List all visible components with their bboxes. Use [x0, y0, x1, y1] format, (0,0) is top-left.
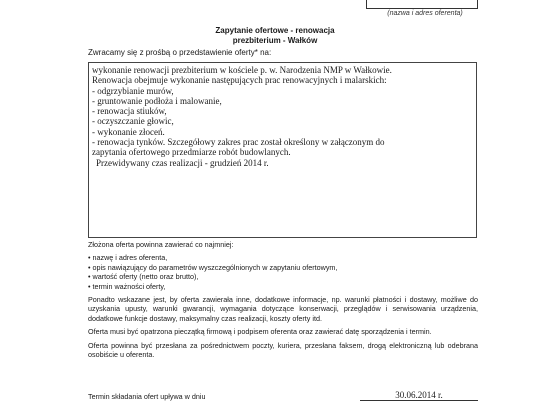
- scope-line: wykonanie renowacji prezbiterium w kościele p. w. Narodzenia NMP w Wałkowie.: [92, 65, 392, 75]
- oferent-caption: (nazwa i adres oferenta): [387, 10, 463, 17]
- scope-line: - oczyszczanie głowic,: [92, 116, 174, 127]
- requirement-item: • opis nawiązujący do parametrów wyszczególnionych w zapytaniu ofertowym,: [88, 262, 338, 272]
- scope-line: - gruntowanie podłoża i malowanie,: [92, 95, 222, 106]
- oferent-stamp-box: [366, 0, 478, 9]
- scope-line: - renowacja tynków. Szczegółowy zakres prac został określony w załączonym do: [92, 137, 385, 148]
- deadline-label: Termin składania ofert upływa w dniu: [88, 392, 206, 401]
- additional-info-paragraph: Ponadto wskazane jest, by oferta zawierała inne, dodatkowe informacje, np. warunki płatności i dostawy, możliwe do uzyskania upusty, warunki gwarancji, wymagania dotyczące konserwacji, przeglądów i serwisowania urządzenia, dodatkowe funkcje dostawy, maksymalny czas realizacji, koszty oferty itd.: [88, 295, 478, 323]
- requirements-heading: Złożona oferta powinna zawierać co najmniej:: [88, 240, 234, 249]
- document-title: [175, 26, 375, 46]
- scope-line: - odgrzybianie murów,: [92, 85, 174, 96]
- scope-line: Renowacja obejmuje wykonanie następujących prac renowacyjnych i malarskich:: [92, 75, 387, 86]
- deadline-date: 30.06.2014 r.: [360, 390, 478, 401]
- title-line-2: prezbiterium - Wałków: [232, 36, 318, 45]
- scope-line: zapytania ofertowego przedmiarze robót budowlanych.: [92, 147, 291, 158]
- submission-method-paragraph: Oferta powinna być przesłana za pośrednictwem poczty, kuriera, przesłana faksem, drogą elektroniczną lub odebrana osobiście u oferenta.: [88, 340, 478, 360]
- scope-line: Przewidywany czas realizacji - grudzień 2014 r.: [96, 157, 269, 168]
- requirements-section: [88, 240, 478, 359]
- scope-text: [92, 65, 472, 168]
- title-line-1: Zapytanie ofertowe - renowacja: [215, 26, 335, 35]
- intro-text: Zwracamy się z prośbą o przedstawienie oferty* na:: [88, 48, 272, 57]
- requirement-item: • wartość oferty (netto oraz brutto),: [88, 272, 199, 282]
- scope-line: - renowacja stiuków,: [92, 106, 167, 117]
- scope-box: [88, 62, 477, 238]
- stamp-signature-paragraph: Oferta musi być opatrzona pieczątką firmową i podpisem oferenta oraz zawierać datę sporządzenia i termin.: [88, 327, 432, 337]
- requirement-item: • termin ważności oferty,: [88, 281, 166, 291]
- requirement-item: • nazwę i adres oferenta,: [88, 253, 168, 263]
- scope-line: - wykonanie złoceń.: [92, 126, 165, 137]
